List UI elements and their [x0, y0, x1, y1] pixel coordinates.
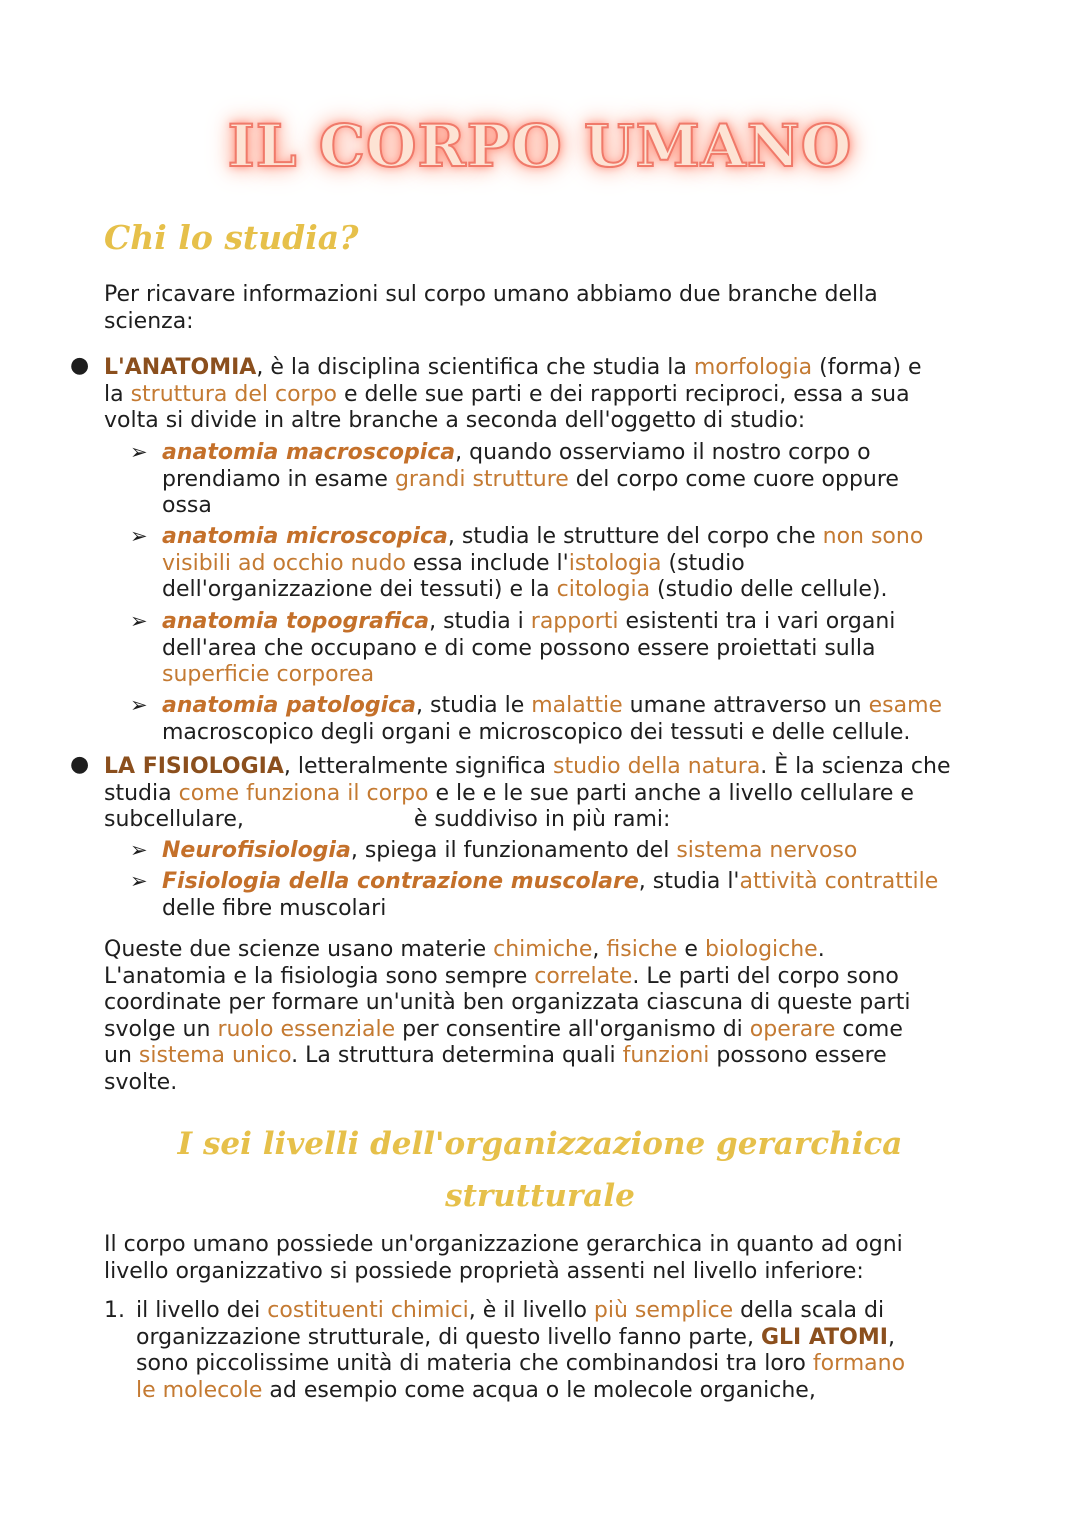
section-heading: Chi lo studia? [104, 218, 359, 257]
sub-anatomia-patologica: anatomia patologica, studia le malattie umane attraverso un esame macroscopico degli organi e microscopico dei tessuti e delle cellule. [162, 693, 943, 745]
arrow-icon: ➢ [130, 609, 148, 633]
arrow-icon: ➢ [130, 869, 148, 893]
arrow-icon: ➢ [130, 693, 148, 717]
sub-anatomia-macroscopica: anatomia macroscopica, quando osserviamo il nostro corpo o prendiamo in esame grandi strutture del corpo come cuore oppure ossa [162, 440, 899, 518]
page-title: IL CORPO UMANO [227, 112, 853, 180]
arrow-icon: ➢ [130, 440, 148, 464]
bullet-icon: ● [70, 353, 90, 378]
sub-neurofisiologia: Neurofisiologia, spiega il funzionamento del sistema nervoso [162, 838, 858, 863]
sub-fisiologia-contrazione: Fisiologia della contrazione muscolare, studia l'attività contrattile delle fibre muscolari [162, 869, 939, 921]
sub-anatomia-microscopica: anatomia microscopica, studia le strutture del corpo che non sono visibili ad occhio nudo essa include l'istologia (studio dell'organizzazione dei tessuti) e la citologia (studio delle cellule). [162, 524, 924, 602]
bullet-icon: ● [70, 752, 90, 777]
arrow-icon: ➢ [130, 524, 148, 548]
fisiologia-paragraph: LA FISIOLOGIA, letteralmente significa studio della natura. È la scienza che studia come funziona il corpo e le e le sue parti anche a livello cellulare e subcellulare, è suddiviso in più rami: [104, 754, 951, 832]
arrow-icon: ➢ [130, 838, 148, 862]
sub-anatomia-topografica: anatomia topografica, studia i rapporti esistenti tra i vari organi dell'area che occupano e di come possono essere proiettati sulla superficie corporea [162, 609, 896, 687]
levels-intro-paragraph: Il corpo umano possiede un'organizzazione gerarchica in quanto ad ogni livello organizzativo si possiede proprietà assenti nel livello inferiore: [104, 1232, 903, 1284]
anatomia-paragraph: L'ANATOMIA, è la disciplina scientifica che studia la morfologia (forma) e la struttura del corpo e delle sue parti e dei rapporti reciproci, essa a sua volta si divide in altre branche a seconda dell'oggetto di studio: [104, 355, 922, 433]
level-1-item: il livello dei costituenti chimici, è il livello più semplice della scala di organizzazione strutturale, di questo livello fanno parte, GLI ATOMI, sono piccolissime unità di materia che combinandosi tra loro formano le molecole ad esempio come acqua o le molecole organiche, [136, 1298, 906, 1403]
intro-paragraph: Per ricavare informazioni sul corpo umano abbiamo due branche della scienza: [104, 282, 878, 334]
summary-paragraph: Queste due scienze usano materie chimiche, fisiche e biologiche. L'anatomia e la fisiologia sono sempre correlate. Le parti del corpo sono coordinate per formare un'unità ben organizzata ciascuna di queste parti svolge un ruolo essenziale per consentire all'organismo di operare come un sistema unico. La struttura determina quali funzioni possono essere svolte. [104, 937, 911, 1095]
list-number: 1. [104, 1298, 125, 1323]
section-heading-levels: I sei livelli dell'organizzazione gerarchica strutturale [177, 1126, 903, 1214]
